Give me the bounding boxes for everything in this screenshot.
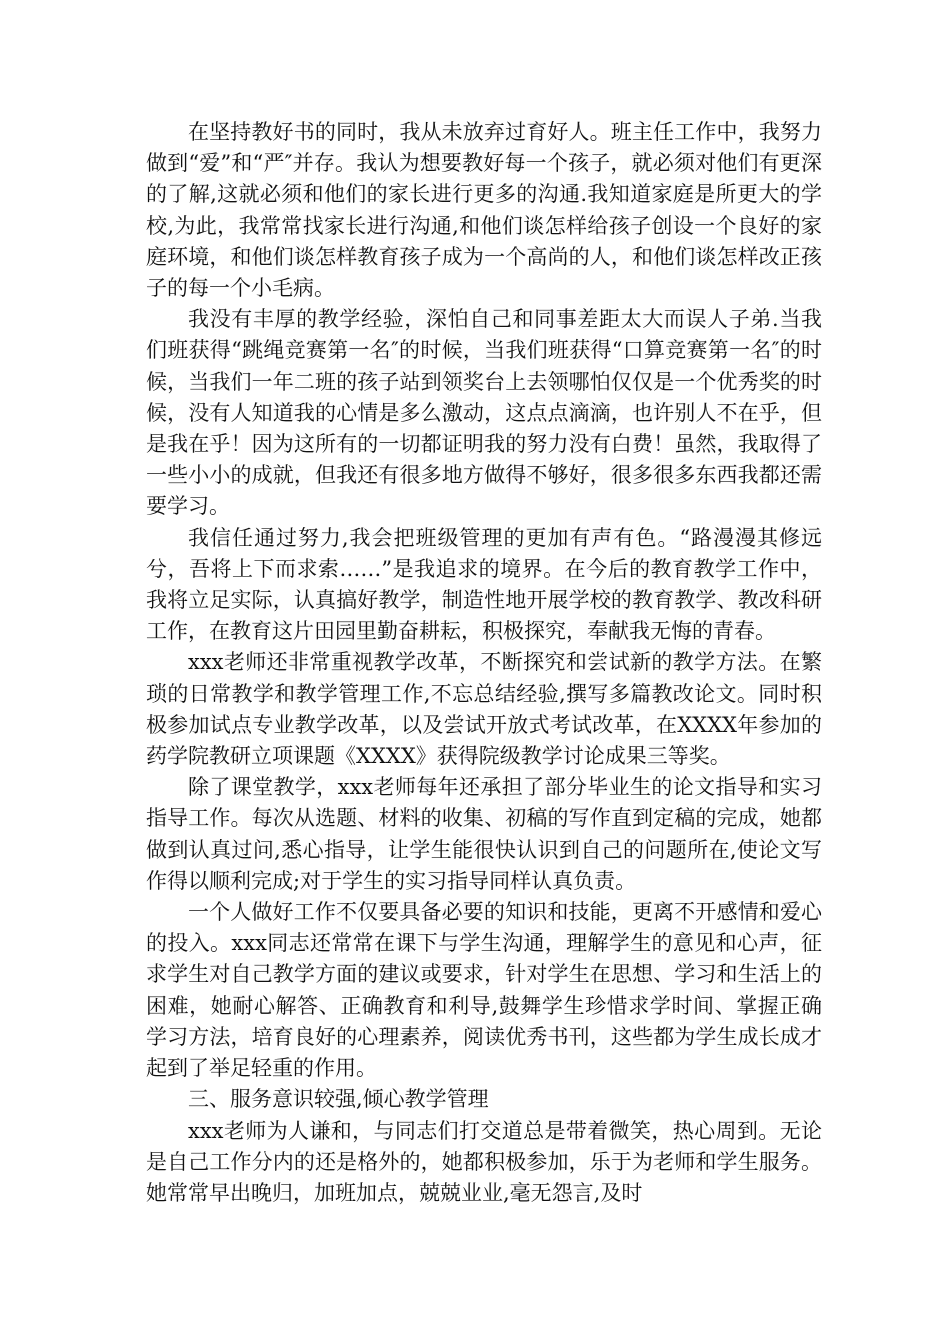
paragraph-class-management: 我信任通过努力,我会把班级管理的更加有声有色。“路漫漫其修远兮，吾将上下而求索……”是我追求的境界。在今后的教育教学工作中，我将立足实际，认真搞好教学，制造性地开展学校的教育教学、教改科研工作，在教育这片田园里勤奋耕耘，积极探究，奉献我无悔的青春。 [146,525,822,644]
paragraph-teaching-reform: xxx老师还非常重视教学改革，不断探究和尝试新的教学方法。在繁琐的日常教学和教学管理工作,不忘总结经验,撰写多篇教改论文。同时积极参加试点专业教学改革，以及尝试开放式考试改革，在XXXX年参加的药学院教研立项课题《XXXX》获得院级教学讨论成果三等奖。 [146,650,822,769]
paragraph-service-attitude: xxx老师为人谦和，与同志们打交道总是带着微笑，热心周到。无论是自己工作分内的还是格外的，她都积极参加，乐于为老师和学生服务。她常常早出晚归，加班加点，兢兢业业,毫无怨言,及时 [146,1118,822,1205]
document-body [146,117,822,1209]
paragraph-thesis-guidance: 除了课堂教学，xxx老师每年还承担了部分毕业生的论文指导和实习指导工作。每次从选题、材料的收集、初稿的写作直到定稿的完成，她都做到认真过问,悉心指导，让学生能很快认识到自己的问题所在,使论文写作得以顺利完成;对于学生的实习指导同样认真负责。 [146,775,822,893]
paragraph-teaching-experience: 我没有丰厚的教学经验，深怕自己和同事差距太大而误人子弟.当我们班获得“跳绳竞赛第一名″的时候，当我们班获得“口算竞赛第一名″的时候，当我们一年二班的孩子站到领奖台上去领哪怕仅仅是一个优秀奖的时候，没有人知道我的心情是多么激动，这点点滴滴，也许别人不在乎，但是我在乎！因为这所有的一切都证明我的努力没有白费！虽然，我取得了一些小小的成就，但我还有很多地方做得不够好，很多很多东西我都还需要学习。 [146,307,822,519]
paragraph-homeroom-work: 在坚持教好书的同时，我从未放弃过育好人。班主任工作中，我努力做到“爱”和“严″并存。我认为想要教好每一个孩子，就必须对他们有更深的了解,这就必须和他们的家长进行更多的沟通.我知道家庭是所更大的学校,为此，我常常找家长进行沟通,和他们谈怎样给孩子创设一个良好的家庭环境，和他们谈怎样教育孩子成为一个高尚的人，和他们谈怎样改正孩子的每一个小毛病。 [146,120,822,301]
section-heading-service: 三、服务意识较强,倾心教学管理 [188,1087,489,1112]
paragraph-student-care: 一个人做好工作不仅要具备必要的知识和技能，更离不开感情和爱心的投入。xxx同志还常常在课下与学生沟通，理解学生的意见和心声，征求学生对自己教学方面的建议或要求，针对学生在思想、学习和生活上的困难，她耐心解答、正确教育和利导,鼓舞学生珍惜求学时间、掌握正确学习方法，培育良好的心理素养，阅读优秀书刊，这些都为学生成长成才起到了举足轻重的作用。 [146,900,822,1081]
